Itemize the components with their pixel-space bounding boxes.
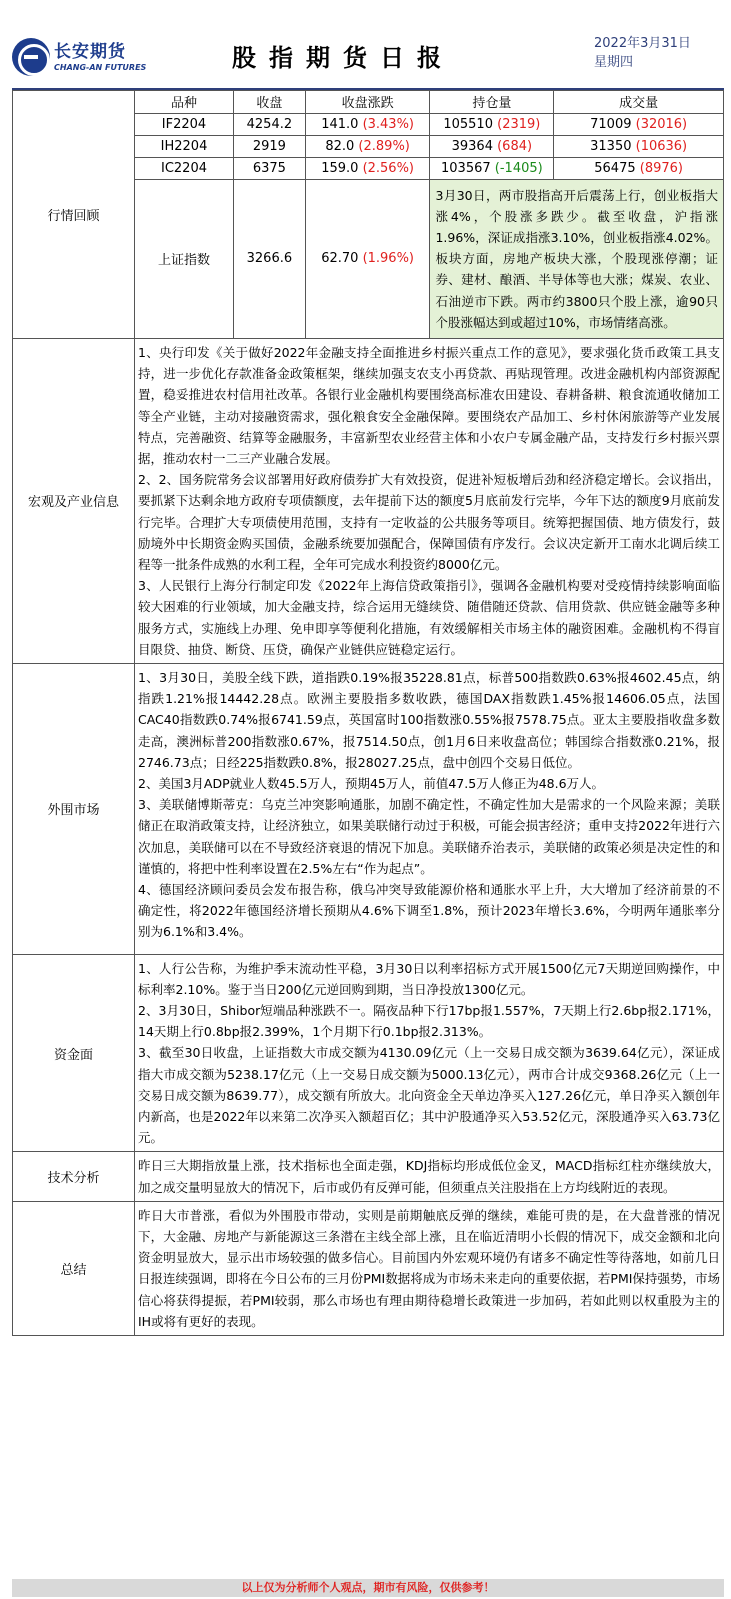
section-summary [13,1202,723,1335]
report-title: 股指期货日报 [232,44,454,72]
close-price: 2919 [234,135,306,157]
section-macro [13,339,723,664]
section-label: 技术分析 [13,1152,135,1200]
contract-name: IF2204 [135,113,234,135]
company-logo [12,36,147,80]
disclaimer-footer: 以上仅为分析师个人观点，期市有风险，仅供参考！ [12,1579,724,1597]
open-interest: 105510 (2319) [430,113,554,135]
report-header [12,6,724,90]
market-table-wrap [135,91,723,338]
section-technical [13,1152,723,1201]
section-funds [13,955,723,1153]
news-paragraph: 4、德国经济顾问委员会发布报告称，俄乌冲突导致能源价格和通胀水平上升，大大增加了经济前景的不确定性，将2022年德国经济增长预期从4.6%下调至1.8%，预计2023年增长3.6%，今明两年通胀率分别为6.1%和3.4%。 [138,882,720,940]
news-paragraph: 2、3月30日，Shibor短端品种涨跌不一。隔夜品种下行17bp报1.557%，7天期上行2.6bp报2.171%，14天期上行0.8bp报2.399%，1个月期下行0.1bp报2.313%。 [138,1003,720,1040]
column-header: 成交量 [554,91,723,113]
volume: 56475 (8976) [554,157,723,179]
report-date: 2022年3月31日 [594,36,691,51]
section-body [135,1152,723,1200]
section-label: 宏观及产业信息 [13,339,135,663]
close-price: 4254.2 [234,113,306,135]
report-body [12,90,724,1336]
column-header: 品种 [135,91,234,113]
section-label: 总结 [13,1202,135,1335]
logo-emblem-icon [12,38,50,76]
volume: 31350 (10636) [554,135,723,157]
section-body [135,339,723,663]
table-header-row [135,91,723,113]
section-label: 行情回顾 [13,91,135,338]
news-paragraph: 3、美联储博斯蒂克：乌克兰冲突影响通胀，加剧不确定性，不确定性加大是需求的一个风险来源；美联储正在取消政策支持，让经济独立，如果美联储行动过于积极，可能会损害经济；重申支持2022年进行六次加息，美联储可以在不导致经济衰退的情况下加息。美联储乔治表示，美联储的政策必须是决定性的和谨慎的，将把中性利率设置在2.5%左右“作为起点”。 [138,797,720,876]
open-interest: 103567 (-1405) [430,157,554,179]
section-body [135,955,723,1152]
index-close: 3266.6 [234,179,306,338]
section-body [135,664,723,954]
open-interest: 39364 (684) [430,135,554,157]
contract-name: IC2204 [135,157,234,179]
news-paragraph: 3、截至30日收盘，上证指数大市成交额为4130.09亿元（上一交易日成交额为3639.64亿元），深证成指大市成交额为5238.17亿元（上一交易日成交额为5000.13亿元），两市合计成交9368.26亿元（上一交易日成交额为8639.77），成交额有所放大。北向资金全天单边净买入127.26亿元，单日净买入额创年内新高，也是2022年以来第二次净买入额超百亿；其中沪股通净买入53.52亿元，深股通净买入63.73亿元。 [138,1045,720,1146]
table-row [135,135,723,157]
logo-name-cn: 长安期货 [54,42,126,62]
column-header: 收盘 [234,91,306,113]
index-name: 上证指数 [135,179,234,338]
report-date-block [594,34,722,72]
news-paragraph: 2、2、国务院常务会议部署用好政府债券扩大有效投资，促进补短板增后劲和经济稳定增长。会议指出，要抓紧下达剩余地方政府专项债额度，去年提前下达的额度5月底前发行完毕，今年下达的额度9月底前发行完毕。合理扩大专项债使用范围，支持有一定收益的公共服务等项目。统筹把握国债、地方债发行，鼓励境外中长期资金购买国债，金融系统要加强配合，保障国债有序发行。会议决定新开工南水北调后续工程等一批条件成熟的水利工程，全年可完成水利投资约8000亿元。 [138,472,720,572]
logo-name-en: CHANG-AN FUTURES [54,63,147,72]
section-label: 外围市场 [13,664,135,954]
summary-text: 昨日大市普涨，看似为外围股市带动，实则是前期触底反弹的继续，难能可贵的是，在大盘普涨的情况下，大金融、房地产与新能源这三条潜在主线全部上涨，且在临近清明小长假的情况下，成交金额和北向资金明显放大，显示出市场较强的做多信心。目前国内外宏观环境仍有诸多不确定性等待落地，如前几日日报连续强调，即将在今日公布的三月份PMI数据将成为市场未来走向的重要依据，若PMI保持强势，市场信心将获得提振，若PMI较弱，那么市场也有理由期待稳增长政策进一步加码，若如此则以权重股为主的IH或将有更好的表现。 [138,1207,720,1329]
column-header: 持仓量 [430,91,554,113]
news-paragraph: 3、人民银行上海分行制定印发《2022年上海信贷政策指引》，强调各金融机构要对受疫情持续影响面临较大困难的行业领域，加大金融支持，综合运用无缝续贷、随借随还贷款、信用贷款、供应链金融等多种服务方式，实施线上办理、免申即享等便利化措施，有效缓解相关市场主体的融资困难。金融机构不得盲目限贷、抽贷、断贷、压贷，确保产业链供应链稳定运行。 [138,578,720,657]
contract-name: IH2204 [135,135,234,157]
close-change: 82.0 (2.89%) [305,135,430,157]
table-row [135,157,723,179]
section-overseas [13,664,723,955]
table-row [135,113,723,135]
market-comment: 3月30日，两市股指高开后震荡上行，创业板指大涨4%，个股涨多跌少。截至收盘，沪指涨1.96%，深证成指涨3.10%，创业板指涨4.02%。板块方面，房地产板块大涨，个股现涨停潮；证券、建材、酿酒、半导体等也大涨；煤炭、农业、石油逆市下跌。两市约3800只个股上涨，逾90只个股涨幅达到或超过10%，市场情绪高涨。 [430,179,723,338]
news-paragraph: 1、人行公告称，为维护季末流动性平稳，3月30日以利率招标方式开展1500亿元7天期逆回购操作，中标利率2.10%。鉴于当日200亿元逆回购到期，当日净投放1300亿元。 [138,960,720,997]
close-price: 6375 [234,157,306,179]
news-paragraph: 1、央行印发《关于做好2022年金融支持全面推进乡村振兴重点工作的意见》，要求强化货币政策工具支持，进一步优化存款准备金政策框架，继续加强支农支小再贷款、再贴现管理。改进金融机构内部资源配置，稳妥推进农村信用社改革。各银行业金融机构要围绕高标准农田建设、春耕备耕、粮食流通收储加工等全产业链，主动对接融资需求，强化粮食安全金融保障。要围绕农产品加工、乡村休闲旅游等产业发展特点，完善融资、结算等金融服务，丰富新型农业经营主体和小农户专属金融产品，支持发行乡村振兴票据，推动农村一二三产业融合发展。 [138,344,720,466]
close-change: 159.0 (2.56%) [305,157,430,179]
analysis-text: 昨日三大期指放量上涨，技术指标也全面走强，KDJ指标均形成低位金叉，MACD指标红柱亦继续放大，加之成交量明显放大的情况下，后市或仍有反弹可能，但须重点关注股指在上方均线附近的表现。 [138,1158,720,1195]
news-paragraph: 2、美国3月ADP就业人数45.5万人，预期45万人，前值47.5万人修正为48.6万人。 [138,775,605,791]
index-change: 62.70 (1.96%) [305,179,430,338]
table-row-index [135,179,723,338]
column-header: 收盘涨跌 [305,91,430,113]
report-weekday: 星期四 [594,55,634,70]
close-change: 141.0 (3.43%) [305,113,430,135]
section-body [135,1202,723,1335]
news-paragraph: 1、3月30日，美股全线下跌，道指跌0.19%报35228.81点，标普500指数跌0.63%报4602.45点，纳指跌1.21%报14442.28点。欧洲主要股指多数收跌，德国DAX指数跌1.45%报14606.05点，法国CAC40指数跌0.74%报6741.59点，英国富时100指数涨0.55%报7578.75点。亚太主要股指收盘多数走高，澳洲标普200指数涨0.67%，报7514.50点，创1月6日来收盘高位；韩国综合指数涨0.21%，报2746.73点；日经225指数跌0.8%，报28027.25点，盘中创四个交易日低位。 [138,669,720,770]
volume: 71009 (32016) [554,113,723,135]
section-label: 资金面 [13,955,135,1152]
section-market-review [13,91,723,339]
market-table [135,91,723,338]
